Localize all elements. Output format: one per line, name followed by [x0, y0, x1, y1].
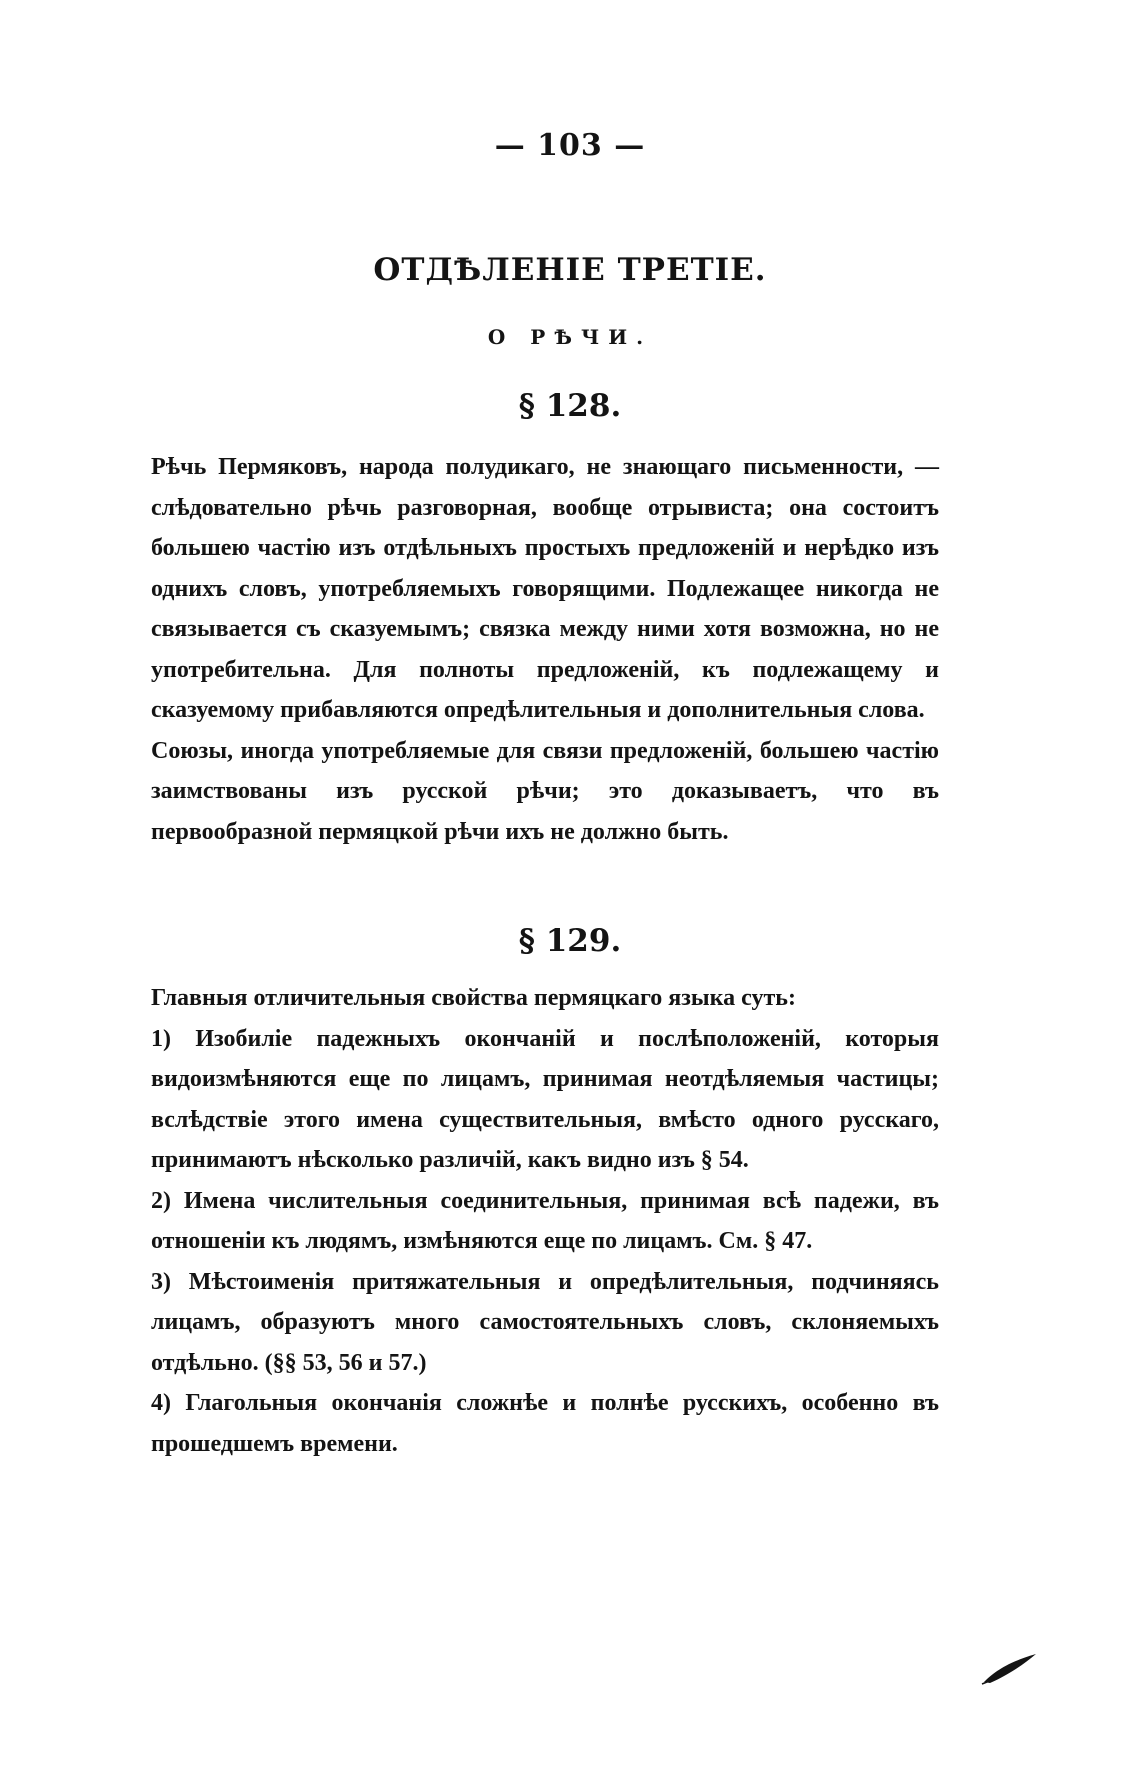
paragraph-128-text-2: Союзы, иногда употребляемые для связи предложеній, большею частію заимствованы изъ русской рѣчи; это доказываетъ, что въ первообразной пермяцкой рѣчи ихъ не должно быть. — [151, 737, 939, 845]
page-number: — 103 — — [494, 128, 646, 163]
list-item: 3) Мѣстоименія притяжательныя и опредѣлительныя, подчиняясь лицамъ, образуютъ много самостоятельныхъ словъ, склоняемыхъ отдѣльно. (§§ 53, 56 и 57.) — [151, 1268, 939, 1376]
section-title: ОТДѢЛЕНІЕ ТРЕТІЕ. — [373, 252, 767, 288]
paragraph-heading-129: § 129. — [518, 923, 622, 959]
paragraph-129-intro: Главныя отличительныя свойства пермяцкаго языка суть: — [151, 985, 796, 1011]
ink-smudge-icon — [980, 1650, 1040, 1686]
section-subtitle: О РѢЧИ. — [487, 325, 653, 349]
paragraph-128-body — [151, 447, 939, 852]
paragraph-heading-128: § 128. — [518, 388, 622, 424]
list-item: 1) Изобиліе падежныхъ окончаній и послѣположеній, которыя видоизмѣняются еще по лицамъ, принимая неотдѣляемыя частицы; вслѣдствіе этого имена существительныя, вмѣсто одного русскаго, принимаютъ нѣсколько различій, какъ видно изъ § 54. — [151, 1025, 939, 1173]
paragraph-128-text-1: Рѣчь Пермяковъ, народа полудикаго, не знающаго письменности, — слѣдовательно рѣчь разговорная, вообще отрывиста; она состоитъ большею частію изъ отдѣльныхъ простыхъ предложеній и нерѣдко изъ однихъ словъ, употребляемыхъ говорящими. Подлежащее никогда не связывается съ сказуемымъ; связка между ними хотя возможна, но не употребительна. Для полноты предложеній, къ подлежащему и сказуемому прибавляются опредѣлительныя и дополнительныя слова. — [151, 454, 939, 723]
paragraph-129-body — [151, 978, 939, 1464]
list-item: 2) Имена числительныя соединительныя, принимая всѣ падежи, въ отношеніи къ людямъ, измѣняются еще по лицамъ. См. § 47. — [151, 1187, 939, 1254]
list-item: 4) Глагольныя окончанія сложнѣе и полнѣе русскихъ, особенно въ прошедшемъ времени. — [151, 1390, 939, 1457]
